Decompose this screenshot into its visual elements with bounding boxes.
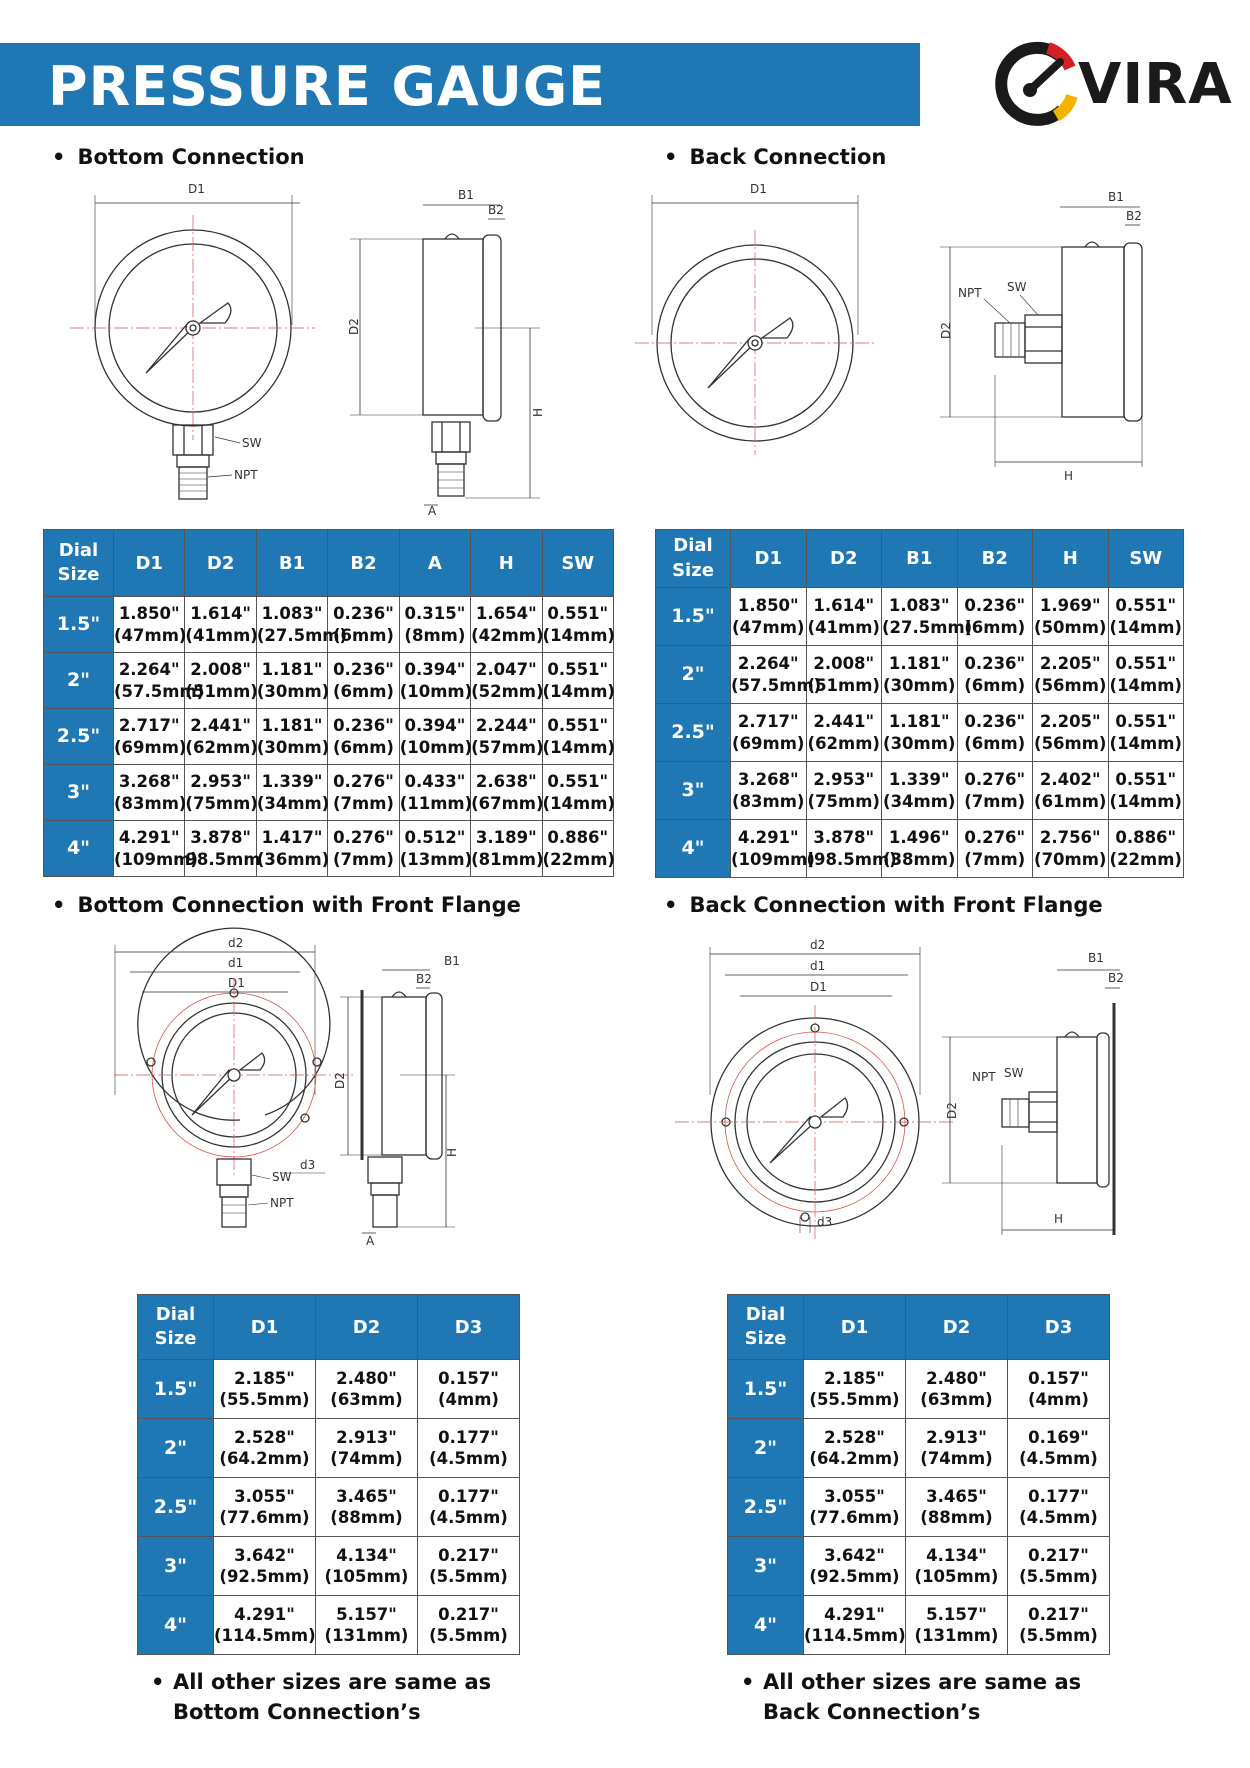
back-connection-table (655, 529, 1184, 878)
label-d1-flange: d1 (228, 956, 244, 970)
table-cell: 0.276" (7mm) (328, 765, 399, 821)
bullet-icon: • (151, 1670, 165, 1694)
table-cell: 3.642" (92.5mm) (804, 1537, 906, 1596)
label-h-flange: H (445, 1147, 459, 1157)
table-row (44, 765, 614, 821)
table-cell: 0.169" (4.5mm) (1008, 1419, 1110, 1478)
column-header: D1 (214, 1295, 316, 1360)
table-cell: 0.886" (22mm) (1108, 820, 1184, 878)
column-header: D2 (806, 530, 882, 588)
section-title-back-flange: • Back Connection with Front Flange (664, 893, 1103, 917)
table-cell: 1.339" (34mm) (882, 762, 958, 820)
dial-size-cell: 3" (138, 1537, 214, 1596)
note-line-2: Bottom Connection’s (173, 1700, 421, 1724)
label-a-flange: A (366, 1234, 375, 1248)
dial-size-cell: 4" (656, 820, 731, 878)
dial-size-cell: 2.5" (138, 1478, 214, 1537)
column-header: D1 (731, 530, 807, 588)
label-a: A (428, 504, 437, 518)
table-cell: 2.264" (57.5mm) (114, 653, 185, 709)
dial-size-cell: 3" (728, 1537, 804, 1596)
table-cell: 2.244" (57mm) (471, 709, 542, 765)
bottom-connection-diagram (60, 175, 600, 518)
label-sw-back: SW (1007, 280, 1027, 294)
column-header: Dial Size (44, 530, 114, 597)
table-row (138, 1478, 520, 1537)
note-back-flange (741, 1667, 1082, 1727)
label-h: H (531, 407, 545, 417)
title-banner (0, 43, 920, 126)
table-row (656, 588, 1184, 646)
column-header: D3 (1008, 1295, 1110, 1360)
table-cell: 2.756" (70mm) (1033, 820, 1109, 878)
table-cell: 1.654" (42mm) (471, 597, 542, 653)
table-cell: 0.217" (5.5mm) (418, 1537, 520, 1596)
label-sw-flange: SW (272, 1170, 292, 1184)
column-header: Dial Size (728, 1295, 804, 1360)
label-d1-back: D1 (750, 182, 767, 196)
label-b1-flange: B1 (444, 954, 460, 968)
table-header-row (138, 1295, 520, 1360)
label-D2-side-flange: D2 (333, 1072, 347, 1089)
dial-size-cell: 2" (44, 653, 114, 709)
table-cell: 2.205" (56mm) (1033, 646, 1109, 704)
label-d1-backflange: d1 (810, 959, 826, 973)
table-cell: 0.217" (5.5mm) (1008, 1537, 1110, 1596)
table-cell: 2.264" (57.5mm) (731, 646, 807, 704)
table-row (656, 646, 1184, 704)
table-cell: 1.181" (30mm) (256, 653, 327, 709)
table-row (138, 1537, 520, 1596)
table-cell: 2.528" (64.2mm) (214, 1419, 316, 1478)
table-cell: 3.055" (77.6mm) (804, 1478, 906, 1537)
table-row (728, 1478, 1110, 1537)
label-d2-backflange: d2 (810, 938, 826, 952)
bottom-flange-table (137, 1294, 520, 1655)
table-cell: 2.913" (74mm) (316, 1419, 418, 1478)
table-cell: 0.236" (6mm) (328, 709, 399, 765)
table-cell: 0.551" (14mm) (1108, 704, 1184, 762)
dial-size-cell: 2" (656, 646, 731, 704)
column-header: B1 (882, 530, 958, 588)
table-row (656, 704, 1184, 762)
table-cell: 4.134" (105mm) (316, 1537, 418, 1596)
dial-size-cell: 2.5" (656, 704, 731, 762)
table-cell: 2.480" (63mm) (906, 1360, 1008, 1419)
table-cell: 0.276" (7mm) (957, 762, 1033, 820)
note-line-2: Back Connection’s (763, 1700, 981, 1724)
label-b2-flange: B2 (416, 972, 432, 986)
column-header: D2 (185, 530, 256, 597)
table-cell: 4.134" (105mm) (906, 1537, 1008, 1596)
table-cell: 1.850" (47mm) (731, 588, 807, 646)
page-title: PRESSURE GAUGE (48, 55, 607, 118)
table-row (44, 653, 614, 709)
column-header: H (471, 530, 542, 597)
table-row (138, 1596, 520, 1655)
table-cell: 4.291" (109mm) (731, 820, 807, 878)
table-row (728, 1419, 1110, 1478)
table-cell: 3.465" (88mm) (906, 1478, 1008, 1537)
dial-size-cell: 3" (656, 762, 731, 820)
table-cell: 1.181" (30mm) (256, 709, 327, 765)
table-cell: 0.551" (14mm) (1108, 646, 1184, 704)
table-cell: 0.217" (5.5mm) (1008, 1596, 1110, 1655)
table-row (138, 1419, 520, 1478)
label-b1: B1 (458, 188, 474, 202)
label-b2-back: B2 (1126, 209, 1142, 223)
label-npt-back: NPT (958, 286, 982, 300)
table-cell: 0.394" (10mm) (399, 653, 470, 709)
table-cell: 2.717" (69mm) (114, 709, 185, 765)
table-cell: 2.638" (67mm) (471, 765, 542, 821)
table-cell: 0.236" (6mm) (328, 653, 399, 709)
label-d1: D1 (188, 182, 205, 196)
table-cell: 2.913" (74mm) (906, 1419, 1008, 1478)
label-d2-back: D2 (939, 322, 953, 339)
table-cell: 0.551" (14mm) (542, 765, 613, 821)
label-b1-backflange: B1 (1088, 951, 1104, 965)
column-header: D2 (316, 1295, 418, 1360)
table-cell: 1.339" (34mm) (256, 765, 327, 821)
section-title-back: • Back Connection (664, 145, 886, 169)
section-title-bottom-flange: • Bottom Connection with Front Flange (52, 893, 521, 917)
dial-size-cell: 2.5" (44, 709, 114, 765)
table-cell: 1.969" (50mm) (1033, 588, 1109, 646)
table-cell: 3.268" (83mm) (731, 762, 807, 820)
section-title-bottom: • Bottom Connection (52, 145, 305, 169)
table-cell: 3.055" (77.6mm) (214, 1478, 316, 1537)
table-cell: 2.480" (63mm) (316, 1360, 418, 1419)
table-cell: 0.551" (14mm) (1108, 588, 1184, 646)
table-row (728, 1360, 1110, 1419)
dial-size-cell: 3" (44, 765, 114, 821)
label-npt-flange: NPT (270, 1196, 294, 1210)
table-cell: 0.551" (14mm) (542, 709, 613, 765)
label-b2: B2 (488, 203, 504, 217)
label-h-backflange: H (1054, 1212, 1064, 1226)
column-header: Dial Size (656, 530, 731, 588)
table-cell: 1.614" (41mm) (806, 588, 882, 646)
table-row (728, 1596, 1110, 1655)
dial-size-cell: 4" (138, 1596, 214, 1655)
column-header: H (1033, 530, 1109, 588)
table-cell: 0.177" (4.5mm) (418, 1419, 520, 1478)
table-cell: 1.496" (38mm) (882, 820, 958, 878)
table-row (44, 709, 614, 765)
column-header: B2 (328, 530, 399, 597)
table-cell: 2.528" (64.2mm) (804, 1419, 906, 1478)
back-flange-table (727, 1294, 1110, 1655)
table-cell: 4.291" (109mm) (114, 821, 185, 877)
table-cell: 0.157" (4mm) (1008, 1360, 1110, 1419)
table-cell: 2.953" (75mm) (185, 765, 256, 821)
bullet-icon: • (741, 1670, 755, 1694)
label-d2-flange: d2 (228, 936, 244, 950)
table-cell: 0.433" (11mm) (399, 765, 470, 821)
label-sw: SW (242, 436, 262, 450)
table-cell: 2.953" (75mm) (806, 762, 882, 820)
table-row (656, 762, 1184, 820)
table-cell: 2.441" (62mm) (806, 704, 882, 762)
label-d3-backflange: d3 (817, 1215, 833, 1229)
table-cell: 2.008" (51mm) (185, 653, 256, 709)
table-cell: 1.083" (27.5mm) (882, 588, 958, 646)
dial-size-cell: 1.5" (44, 597, 114, 653)
label-d2: D2 (347, 318, 361, 335)
label-d3-flange: d3 (300, 1158, 316, 1172)
label-b1-back: B1 (1108, 190, 1124, 204)
table-header-row (728, 1295, 1110, 1360)
table-cell: 0.236" (6mm) (957, 588, 1033, 646)
table-cell: 0.886" (22mm) (542, 821, 613, 877)
table-cell: 1.083" (27.5mm) (256, 597, 327, 653)
bottom-connection-table (43, 529, 614, 877)
table-cell: 1.614" (41mm) (185, 597, 256, 653)
table-cell: 2.008" (51mm) (806, 646, 882, 704)
table-cell: 1.181" (30mm) (882, 646, 958, 704)
table-cell: 0.276" (7mm) (957, 820, 1033, 878)
dial-size-cell: 1.5" (656, 588, 731, 646)
label-b2-backflange: B2 (1108, 971, 1124, 985)
table-cell: 0.276" (7mm) (328, 821, 399, 877)
table-cell: 1.850" (47mm) (114, 597, 185, 653)
table-cell: 0.177" (4.5mm) (1008, 1478, 1110, 1537)
table-cell: 2.717" (69mm) (731, 704, 807, 762)
column-header: D1 (114, 530, 185, 597)
table-cell: 3.189" (81mm) (471, 821, 542, 877)
table-cell: 2.047" (52mm) (471, 653, 542, 709)
back-connection-diagram (640, 175, 1200, 495)
table-header-row (44, 530, 614, 597)
table-cell: 1.417" (36mm) (256, 821, 327, 877)
bottom-flange-diagram (100, 935, 540, 1275)
table-cell: 5.157" (131mm) (906, 1596, 1008, 1655)
column-header: D2 (906, 1295, 1008, 1360)
dial-size-cell: 1.5" (728, 1360, 804, 1419)
table-cell: 3.878" (98.5mm) (806, 820, 882, 878)
table-cell: 0.217" (5.5mm) (418, 1596, 520, 1655)
table-cell: 0.157" (4mm) (418, 1360, 520, 1419)
vira-logo (990, 38, 1233, 130)
column-header: D1 (804, 1295, 906, 1360)
logo-text: VIRA (1078, 52, 1233, 117)
label-npt-backflange: NPT (972, 1070, 996, 1084)
table-cell: 4.291" (114.5mm) (804, 1596, 906, 1655)
table-row (138, 1360, 520, 1419)
dial-size-cell: 2" (138, 1419, 214, 1478)
table-cell: 2.402" (61mm) (1033, 762, 1109, 820)
label-D1-flange: D1 (228, 976, 245, 990)
label-npt: NPT (234, 468, 258, 482)
note-bottom-flange (151, 1667, 492, 1727)
table-row (44, 821, 614, 877)
label-sw-backflange: SW (1004, 1066, 1024, 1080)
dial-size-cell: 1.5" (138, 1360, 214, 1419)
table-row (656, 820, 1184, 878)
table-cell: 1.181" (30mm) (882, 704, 958, 762)
dial-size-cell: 2" (728, 1419, 804, 1478)
table-cell: 0.394" (10mm) (399, 709, 470, 765)
column-header: Dial Size (138, 1295, 214, 1360)
table-cell: 0.177" (4.5mm) (418, 1478, 520, 1537)
label-D1-backflange: D1 (810, 980, 827, 994)
column-header: B2 (957, 530, 1033, 588)
table-cell: 0.551" (14mm) (1108, 762, 1184, 820)
note-line-1: All other sizes are same as (173, 1670, 492, 1694)
label-h-back: H (1064, 469, 1074, 483)
table-cell: 0.236" (6mm) (957, 704, 1033, 762)
dial-size-cell: 4" (44, 821, 114, 877)
table-cell: 3.465" (88mm) (316, 1478, 418, 1537)
table-cell: 4.291" (114.5mm) (214, 1596, 316, 1655)
table-cell: 2.185" (55.5mm) (804, 1360, 906, 1419)
column-header: SW (1108, 530, 1184, 588)
column-header: B1 (256, 530, 327, 597)
back-flange-diagram (680, 935, 1180, 1275)
table-cell: 3.268" (83mm) (114, 765, 185, 821)
table-cell: 0.551" (14mm) (542, 653, 613, 709)
table-header-row (656, 530, 1184, 588)
column-header: SW (542, 530, 613, 597)
note-line-1: All other sizes are same as (763, 1670, 1082, 1694)
gauge-logo-icon (990, 38, 1085, 130)
label-D2-backflange: D2 (945, 1102, 959, 1119)
column-header: A (399, 530, 470, 597)
table-cell: 2.441" (62mm) (185, 709, 256, 765)
table-cell: 5.157" (131mm) (316, 1596, 418, 1655)
column-header: D3 (418, 1295, 520, 1360)
table-cell: 0.315" (8mm) (399, 597, 470, 653)
table-cell: 3.642" (92.5mm) (214, 1537, 316, 1596)
table-cell: 0.236" (6mm) (957, 646, 1033, 704)
table-cell: 2.185" (55.5mm) (214, 1360, 316, 1419)
table-cell: 3.878" 98.5mm (185, 821, 256, 877)
table-cell: 2.205" (56mm) (1033, 704, 1109, 762)
dial-size-cell: 4" (728, 1596, 804, 1655)
table-row (728, 1537, 1110, 1596)
table-cell: 0.551" (14mm) (542, 597, 613, 653)
table-cell: 0.236" (6mm) (328, 597, 399, 653)
dial-size-cell: 2.5" (728, 1478, 804, 1537)
table-cell: 0.512" (13mm) (399, 821, 470, 877)
table-row (44, 597, 614, 653)
